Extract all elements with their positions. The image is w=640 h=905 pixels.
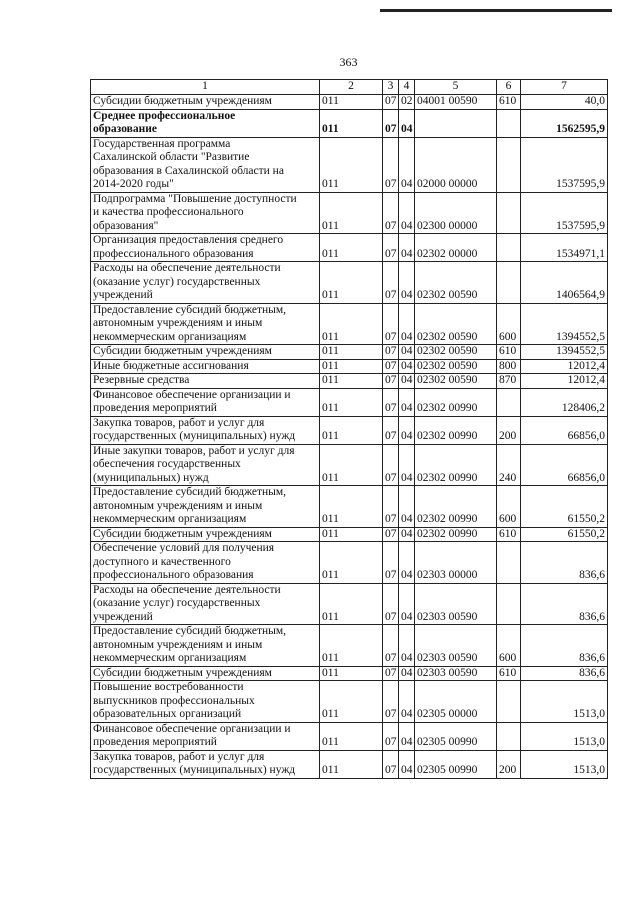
row-name-cell: Организация предоставления среднего профессионального образования: [91, 234, 320, 262]
row-name-cell: Государственная программа Сахалинской области "Развитие образования в Сахалинской области на 2014-2020 годы": [91, 137, 320, 192]
expense-type-cell: [497, 542, 521, 584]
amount-cell: 40,0: [521, 95, 608, 110]
target-article-cell: 02302 00590: [415, 374, 497, 389]
amount-cell: 1537595,9: [521, 137, 608, 192]
top-rule: [380, 9, 612, 12]
expense-type-cell: 610: [497, 95, 521, 110]
column-header-7: 7: [521, 80, 608, 95]
column-header-2: 2: [320, 80, 383, 95]
expense-type-cell: 200: [497, 750, 521, 778]
expense-type-cell: [497, 234, 521, 262]
row-name-cell: Субсидии бюджетным учреждениям: [91, 527, 320, 542]
subsection-code-cell: 04: [399, 681, 415, 723]
target-article-cell: 02302 00990: [415, 444, 497, 486]
expense-type-cell: [497, 137, 521, 192]
ved-code-cell: 011: [320, 192, 383, 234]
expense-type-cell: 600: [497, 303, 521, 345]
expense-type-cell: 870: [497, 374, 521, 389]
target-article-cell: 02302 00990: [415, 527, 497, 542]
expense-type-cell: 600: [497, 625, 521, 667]
target-article-cell: 02000 00000: [415, 137, 497, 192]
ved-code-cell: 011: [320, 359, 383, 374]
table-body: [91, 95, 608, 779]
table-row: [91, 625, 608, 667]
ved-code-cell: 011: [320, 542, 383, 584]
amount-cell: 1562595,9: [521, 109, 608, 137]
table-row: [91, 681, 608, 723]
amount-cell: 836,6: [521, 583, 608, 625]
row-name-cell: Финансовое обеспечение организации и проведения мероприятий: [91, 388, 320, 416]
table-row: [91, 359, 608, 374]
section-code-cell: 07: [383, 95, 399, 110]
table-row: [91, 527, 608, 542]
expense-type-cell: [497, 388, 521, 416]
subsection-code-cell: 04: [399, 359, 415, 374]
section-code-cell: 07: [383, 722, 399, 750]
subsection-code-cell: 04: [399, 345, 415, 360]
section-code-cell: 07: [383, 234, 399, 262]
table-row: [91, 722, 608, 750]
ved-code-cell: 011: [320, 444, 383, 486]
amount-cell: 1406564,9: [521, 262, 608, 304]
table-row: [91, 583, 608, 625]
table-row: [91, 95, 608, 110]
section-code-cell: 07: [383, 486, 399, 528]
row-name-cell: Обеспечение условий для получения доступного и качественного профессионального образования: [91, 542, 320, 584]
ved-code-cell: 011: [320, 234, 383, 262]
amount-cell: 1537595,9: [521, 192, 608, 234]
budget-table: [90, 79, 608, 779]
expense-type-cell: [497, 583, 521, 625]
target-article-cell: 02303 00590: [415, 666, 497, 681]
row-name-cell: Иные закупки товаров, работ и услуг для обеспечения государственных (муниципальных) нужд: [91, 444, 320, 486]
row-name-cell: Среднее профессиональное образование: [91, 109, 320, 137]
subsection-code-cell: 04: [399, 625, 415, 667]
expense-type-cell: 610: [497, 666, 521, 681]
table-row: [91, 192, 608, 234]
target-article-cell: 02302 00590: [415, 359, 497, 374]
section-code-cell: 07: [383, 542, 399, 584]
target-article-cell: 02302 00990: [415, 416, 497, 444]
ved-code-cell: 011: [320, 109, 383, 137]
ved-code-cell: 011: [320, 388, 383, 416]
subsection-code-cell: 04: [399, 234, 415, 262]
amount-cell: 836,6: [521, 625, 608, 667]
subsection-code-cell: 04: [399, 374, 415, 389]
section-code-cell: 07: [383, 527, 399, 542]
target-article-cell: 02303 00590: [415, 625, 497, 667]
subsection-code-cell: 04: [399, 486, 415, 528]
amount-cell: 1534971,1: [521, 234, 608, 262]
subsection-code-cell: 04: [399, 388, 415, 416]
target-article-cell: [415, 109, 497, 137]
table-row: [91, 416, 608, 444]
section-code-cell: 07: [383, 666, 399, 681]
target-article-cell: 02302 00000: [415, 234, 497, 262]
ved-code-cell: 011: [320, 374, 383, 389]
ved-code-cell: 011: [320, 722, 383, 750]
ved-code-cell: 011: [320, 345, 383, 360]
expense-type-cell: [497, 262, 521, 304]
ved-code-cell: 011: [320, 95, 383, 110]
expense-type-cell: [497, 192, 521, 234]
expense-type-cell: 610: [497, 345, 521, 360]
expense-type-cell: [497, 722, 521, 750]
target-article-cell: 02305 00000: [415, 681, 497, 723]
row-name-cell: Субсидии бюджетным учреждениям: [91, 666, 320, 681]
ved-code-cell: 011: [320, 625, 383, 667]
table-row: [91, 750, 608, 778]
page-number: 363: [339, 55, 358, 69]
section-code-cell: 07: [383, 303, 399, 345]
ved-code-cell: 011: [320, 137, 383, 192]
section-code-cell: 07: [383, 192, 399, 234]
target-article-cell: 02305 00990: [415, 750, 497, 778]
amount-cell: 1513,0: [521, 681, 608, 723]
amount-cell: 128406,2: [521, 388, 608, 416]
ved-code-cell: 011: [320, 416, 383, 444]
section-code-cell: 07: [383, 374, 399, 389]
row-name-cell: Расходы на обеспечение деятельности (оказание услуг) государственных учреждений: [91, 583, 320, 625]
subsection-code-cell: 04: [399, 527, 415, 542]
table-row: [91, 374, 608, 389]
subsection-code-cell: 04: [399, 542, 415, 584]
column-header-3: 3: [383, 80, 399, 95]
section-code-cell: 07: [383, 583, 399, 625]
amount-cell: 836,6: [521, 542, 608, 584]
subsection-code-cell: 04: [399, 583, 415, 625]
row-name-cell: Предоставление субсидий бюджетным, автономным учреждениям и иным некоммерческим организациям: [91, 486, 320, 528]
table-row: [91, 542, 608, 584]
expense-type-cell: 200: [497, 416, 521, 444]
target-article-cell: 02302 00990: [415, 486, 497, 528]
target-article-cell: 02302 00590: [415, 262, 497, 304]
amount-cell: 12012,4: [521, 359, 608, 374]
table-row: [91, 666, 608, 681]
table-row: [91, 137, 608, 192]
section-code-cell: 07: [383, 625, 399, 667]
subsection-code-cell: 04: [399, 192, 415, 234]
row-name-cell: Предоставление субсидий бюджетным, автономным учреждениям и иным некоммерческим организациям: [91, 625, 320, 667]
ved-code-cell: 011: [320, 527, 383, 542]
subsection-code-cell: 04: [399, 109, 415, 137]
subsection-code-cell: 04: [399, 666, 415, 681]
target-article-cell: 02305 00990: [415, 722, 497, 750]
section-code-cell: 07: [383, 750, 399, 778]
section-code-cell: 07: [383, 444, 399, 486]
amount-cell: 836,6: [521, 666, 608, 681]
table-row: [91, 345, 608, 360]
amount-cell: 61550,2: [521, 527, 608, 542]
subsection-code-cell: 02: [399, 95, 415, 110]
column-header-4: 4: [399, 80, 415, 95]
amount-cell: 12012,4: [521, 374, 608, 389]
ved-code-cell: 011: [320, 666, 383, 681]
table-row: [91, 303, 608, 345]
ved-code-cell: 011: [320, 262, 383, 304]
section-code-cell: 07: [383, 681, 399, 723]
section-code-cell: 07: [383, 416, 399, 444]
subsection-code-cell: 04: [399, 303, 415, 345]
row-name-cell: Резервные средства: [91, 374, 320, 389]
amount-cell: 61550,2: [521, 486, 608, 528]
amount-cell: 66856,0: [521, 444, 608, 486]
target-article-cell: 02303 00000: [415, 542, 497, 584]
amount-cell: 1394552,5: [521, 345, 608, 360]
column-header-6: 6: [497, 80, 521, 95]
table-row: [91, 486, 608, 528]
section-code-cell: 07: [383, 109, 399, 137]
row-name-cell: Закупка товаров, работ и услуг для государственных (муниципальных) нужд: [91, 416, 320, 444]
target-article-cell: 02302 00590: [415, 303, 497, 345]
subsection-code-cell: 04: [399, 722, 415, 750]
section-code-cell: 07: [383, 345, 399, 360]
ved-code-cell: 011: [320, 583, 383, 625]
header-row: [91, 80, 608, 95]
table-row: [91, 262, 608, 304]
target-article-cell: 02303 00590: [415, 583, 497, 625]
subsection-code-cell: 04: [399, 416, 415, 444]
expense-type-cell: 600: [497, 486, 521, 528]
target-article-cell: 02302 00990: [415, 388, 497, 416]
row-name-cell: Субсидии бюджетным учреждениям: [91, 95, 320, 110]
ved-code-cell: 011: [320, 486, 383, 528]
target-article-cell: 02300 00000: [415, 192, 497, 234]
row-name-cell: Подпрограмма "Повышение доступности и качества профессионального образования": [91, 192, 320, 234]
ved-code-cell: 011: [320, 750, 383, 778]
expense-type-cell: 800: [497, 359, 521, 374]
expense-type-cell: [497, 109, 521, 137]
section-code-cell: 07: [383, 359, 399, 374]
table-row: [91, 388, 608, 416]
row-name-cell: Финансовое обеспечение организации и проведения мероприятий: [91, 722, 320, 750]
expense-type-cell: [497, 681, 521, 723]
ved-code-cell: 011: [320, 681, 383, 723]
expense-type-cell: 240: [497, 444, 521, 486]
target-article-cell: 02302 00590: [415, 345, 497, 360]
section-code-cell: 07: [383, 262, 399, 304]
subsection-code-cell: 04: [399, 262, 415, 304]
subsection-code-cell: 04: [399, 444, 415, 486]
row-name-cell: Повышение востребованности выпускников профессиональных образовательных организаций: [91, 681, 320, 723]
subsection-code-cell: 04: [399, 137, 415, 192]
subsection-code-cell: 04: [399, 750, 415, 778]
amount-cell: 1513,0: [521, 722, 608, 750]
table-row: [91, 444, 608, 486]
table-row: [91, 234, 608, 262]
row-name-cell: Иные бюджетные ассигнования: [91, 359, 320, 374]
row-name-cell: Закупка товаров, работ и услуг для государственных (муниципальных) нужд: [91, 750, 320, 778]
row-name-cell: Расходы на обеспечение деятельности (оказание услуг) государственных учреждений: [91, 262, 320, 304]
ved-code-cell: 011: [320, 303, 383, 345]
table-row: [91, 109, 608, 137]
expense-type-cell: 610: [497, 527, 521, 542]
column-header-5: 5: [415, 80, 497, 95]
amount-cell: 1394552,5: [521, 303, 608, 345]
section-code-cell: 07: [383, 388, 399, 416]
amount-cell: 66856,0: [521, 416, 608, 444]
section-code-cell: 07: [383, 137, 399, 192]
target-article-cell: 04001 00590: [415, 95, 497, 110]
column-header-1: 1: [91, 80, 320, 95]
row-name-cell: Субсидии бюджетным учреждениям: [91, 345, 320, 360]
row-name-cell: Предоставление субсидий бюджетным, автономным учреждениям и иным некоммерческим организациям: [91, 303, 320, 345]
amount-cell: 1513,0: [521, 750, 608, 778]
